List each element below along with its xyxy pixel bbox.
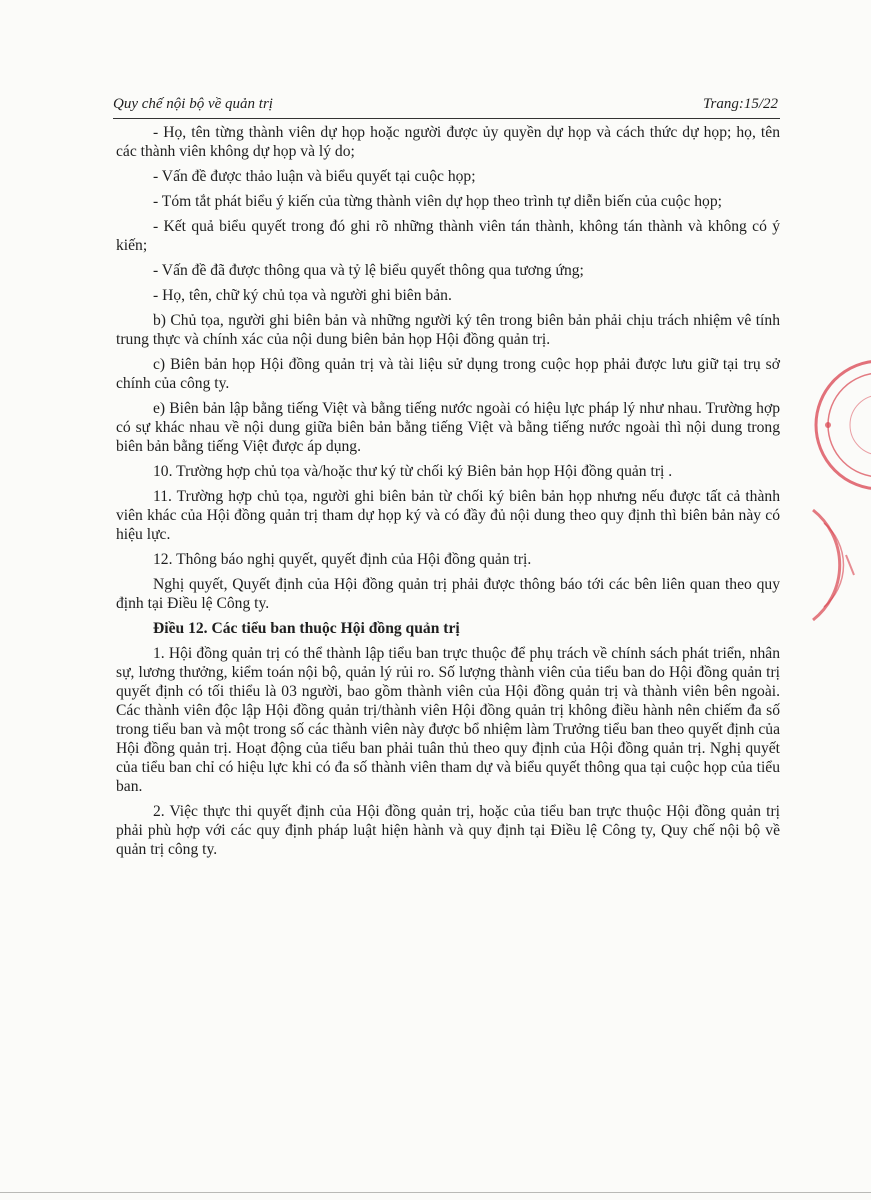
- paragraph: - Kết quả biểu quyết trong đó ghi rõ những thành viên tán thành, không tán thành và không có ý kiến;: [116, 218, 780, 254]
- document-body: [116, 123, 780, 865]
- paragraph: c) Biên bản họp Hội đồng quản trị và tài liệu sử dụng trong cuộc họp phải được lưu giữ tại trụ sở chính của công ty.: [116, 356, 780, 392]
- paragraph: - Vấn đề được thảo luận và biểu quyết tại cuộc họp;: [153, 168, 476, 185]
- paragraph: b) Chủ tọa, người ghi biên bản và những người ký tên trong biên bản phải chịu trách nhiệm vê tính trung thực và chính xác của nội dung biên bản họp Hội đồng quản trị.: [116, 312, 780, 348]
- company-seal-lower-icon: [808, 505, 871, 625]
- page-header: [113, 96, 778, 113]
- header-divider: [113, 118, 780, 119]
- document-title: Quy chế nội bộ về quản trị: [113, 96, 273, 112]
- section-heading: Điều 12. Các tiểu ban thuộc Hội đồng quản trị: [153, 620, 460, 637]
- paragraph: 12. Thông báo nghị quyết, quyết định của Hội đồng quản trị.: [153, 551, 532, 568]
- page-bottom-edge: [0, 1192, 871, 1193]
- paragraph: 1. Hội đồng quản trị có thể thành lập tiểu ban trực thuộc để phụ trách về chính sách phát triển, nhân sự, lương thưởng, kiểm toán nội bộ, quản lý rủi ro. Số lượng thành viên của tiểu ban do Hội đồng quản trị quyết định có tối thiểu là 03 người, bao gồm thành viên của Hội đồng quản trị và thành viên bên ngoài. Các thành viên độc lập Hội đồng quản trị/thành viên Hội đồng quản trị không điều hành nên chiếm đa số trong tiểu ban và một trong số các thành viên này được bổ nhiệm làm Trưởng tiểu ban theo quyết định của Hội đồng quản trị. Hoạt động của tiểu ban phải tuân thủ theo quy định của Hội đồng quản trị. Nghị quyết của tiểu ban chỉ có hiệu lực khi có đa số thành viên tham dự và biểu quyết thông qua tại cuộc họp của tiểu ban.: [116, 645, 780, 795]
- paragraph: 2. Việc thực thi quyết định của Hội đồng quản trị, hoặc của tiểu ban trực thuộc Hội đồng quản trị phải phù hợp với các quy định pháp luật hiện hành và quy định tại Điều lệ Công ty, Quy chế nội bộ về quản trị công ty.: [116, 803, 780, 858]
- paragraph: Nghị quyết, Quyết định của Hội đồng quản trị phải được thông báo tới các bên liên quan theo quy định tại Điều lệ Công ty.: [116, 576, 780, 612]
- paragraph: - Tóm tắt phát biểu ý kiến của từng thành viên dự họp theo trình tự diễn biến của cuộc họp;: [153, 193, 722, 210]
- paragraph: - Họ, tên, chữ ký chủ tọa và người ghi biên bản.: [153, 287, 452, 304]
- paragraph: - Vấn đề đã được thông qua và tỷ lệ biểu quyết thông qua tương ứng;: [153, 262, 584, 279]
- paragraph: e) Biên bản lập bằng tiếng Việt và bằng tiếng nước ngoài có hiệu lực pháp lý như nhau. Trường hợp có sự khác nhau về nội dung giữa biên bản bằng tiếng Việt và bằng tiếng nước ngoài thì nội dung trong biên bản bằng tiếng Việt được áp dụng.: [116, 400, 780, 455]
- company-seal-icon: [808, 355, 871, 495]
- paragraph: 10. Trường hợp chủ tọa và/hoặc thư ký từ chối ký Biên bản họp Hội đồng quản trị .: [153, 463, 673, 480]
- page-number: Trang:15/22: [702, 96, 778, 112]
- paragraph: - Họ, tên từng thành viên dự họp hoặc người được ủy quyền dự họp và cách thức dự họp; họ, tên các thành viên không dự họp và lý do;: [116, 124, 780, 160]
- paragraph: 11. Trường hợp chủ tọa, người ghi biên bản từ chối ký biên bản họp nhưng nếu được tất cả thành viên khác của Hội đồng quản trị tham dự họp ký và có đầy đủ nội dung theo quy định thì biên bản này có hiệu lực.: [116, 488, 780, 543]
